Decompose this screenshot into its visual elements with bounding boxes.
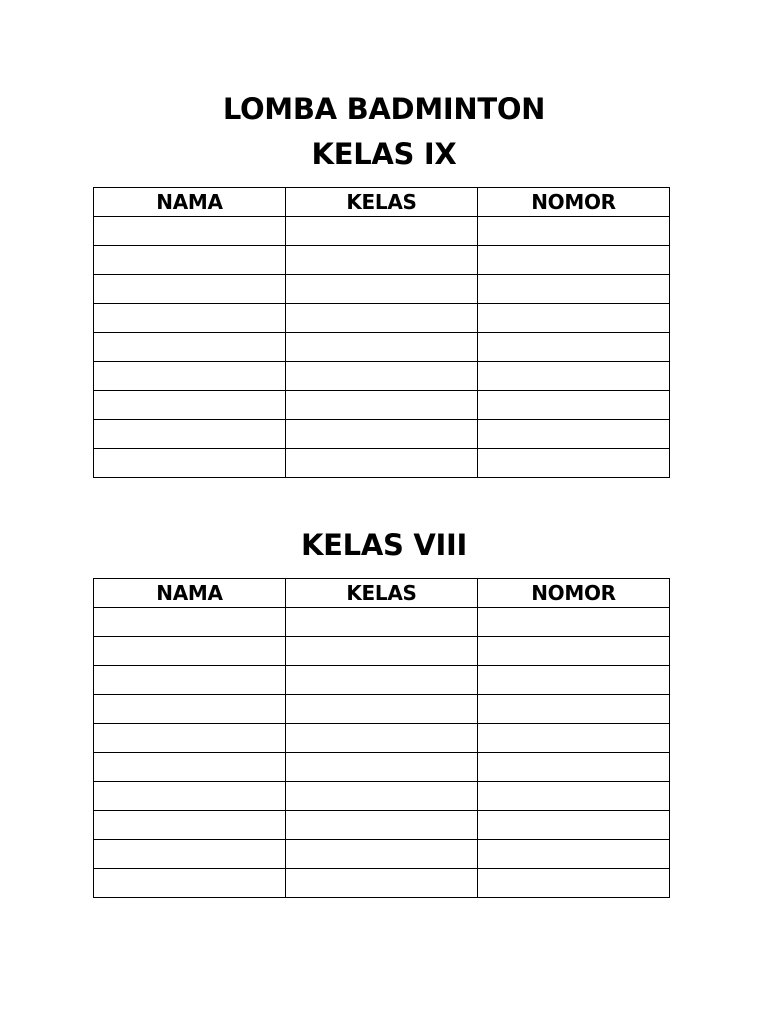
table-cell-nomor — [478, 666, 670, 695]
roster-table-kelas-viii — [93, 578, 670, 898]
table-cell-nomor — [478, 782, 670, 811]
column-header-nomor: NOMOR — [478, 579, 670, 608]
table-cell-nama — [94, 840, 286, 869]
table-cell-kelas — [286, 333, 478, 362]
table-cell-nama — [94, 637, 286, 666]
table-cell-nama — [94, 869, 286, 898]
table-row — [94, 724, 670, 753]
roster-table-kelas-ix — [93, 187, 670, 478]
table-cell-nama — [94, 695, 286, 724]
table-cell-kelas — [286, 666, 478, 695]
table-row — [94, 217, 670, 246]
column-header-nama: NAMA — [94, 188, 286, 217]
page-title: LOMBA BADMINTON — [222, 92, 546, 126]
table-cell-nama — [94, 333, 286, 362]
table-row — [94, 391, 670, 420]
column-header-kelas: KELAS — [286, 188, 478, 217]
table-cell-kelas — [286, 637, 478, 666]
table-cell-nomor — [478, 333, 670, 362]
column-header-nama: NAMA — [94, 579, 286, 608]
table-cell-kelas — [286, 840, 478, 869]
section-heading-kelas-ix: KELAS IX — [311, 137, 457, 171]
table-cell-nomor — [478, 608, 670, 637]
table-cell-kelas — [286, 275, 478, 304]
table-cell-nomor — [478, 217, 670, 246]
table-cell-kelas — [286, 449, 478, 478]
table-row — [94, 637, 670, 666]
column-header-kelas: KELAS — [286, 579, 478, 608]
table-row — [94, 246, 670, 275]
table-cell-nama — [94, 362, 286, 391]
table-row — [94, 666, 670, 695]
table-cell-nama — [94, 608, 286, 637]
table-cell-nomor — [478, 362, 670, 391]
table-cell-nomor — [478, 275, 670, 304]
table-row — [94, 608, 670, 637]
table-cell-nomor — [478, 637, 670, 666]
table-body — [94, 217, 670, 478]
column-header-nomor: NOMOR — [478, 188, 670, 217]
table-cell-kelas — [286, 753, 478, 782]
table-cell-nama — [94, 753, 286, 782]
table-cell-kelas — [286, 420, 478, 449]
table-cell-nama — [94, 724, 286, 753]
table-cell-kelas — [286, 695, 478, 724]
table-row — [94, 304, 670, 333]
table-row — [94, 362, 670, 391]
table-cell-kelas — [286, 246, 478, 275]
table-cell-nomor — [478, 246, 670, 275]
table-header-row — [94, 579, 670, 608]
table-row — [94, 811, 670, 840]
table-cell-nomor — [478, 449, 670, 478]
table-row — [94, 869, 670, 898]
table-body — [94, 608, 670, 898]
table-cell-nomor — [478, 304, 670, 333]
table-cell-kelas — [286, 362, 478, 391]
table-row — [94, 333, 670, 362]
table-cell-kelas — [286, 304, 478, 333]
table-row — [94, 695, 670, 724]
table-cell-nomor — [478, 420, 670, 449]
table-header-row — [94, 188, 670, 217]
table-cell-nomor — [478, 695, 670, 724]
table-cell-kelas — [286, 608, 478, 637]
table-cell-nama — [94, 275, 286, 304]
table-cell-nama — [94, 811, 286, 840]
table-cell-kelas — [286, 869, 478, 898]
table-cell-kelas — [286, 782, 478, 811]
table-cell-kelas — [286, 217, 478, 246]
table-row — [94, 449, 670, 478]
table-row — [94, 753, 670, 782]
table-cell-nomor — [478, 724, 670, 753]
table-row — [94, 840, 670, 869]
table-cell-nama — [94, 449, 286, 478]
table-cell-nama — [94, 782, 286, 811]
table-row — [94, 782, 670, 811]
table-cell-nama — [94, 304, 286, 333]
section-heading-kelas-viii: KELAS VIII — [300, 528, 467, 562]
table-cell-nama — [94, 666, 286, 695]
table-cell-kelas — [286, 811, 478, 840]
table-cell-nama — [94, 391, 286, 420]
table-cell-nomor — [478, 753, 670, 782]
table-cell-nomor — [478, 391, 670, 420]
table-cell-nama — [94, 217, 286, 246]
table-cell-nama — [94, 246, 286, 275]
table-cell-nomor — [478, 869, 670, 898]
table-cell-nomor — [478, 811, 670, 840]
table-cell-nama — [94, 420, 286, 449]
table-row — [94, 420, 670, 449]
table-cell-kelas — [286, 391, 478, 420]
table-row — [94, 275, 670, 304]
table-cell-nomor — [478, 840, 670, 869]
table-cell-kelas — [286, 724, 478, 753]
